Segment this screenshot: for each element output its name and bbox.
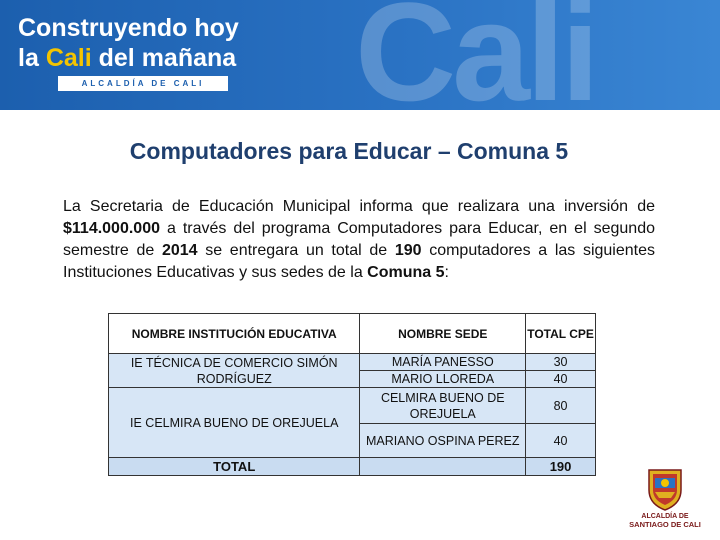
sede-cell: MARIO LLOREDA <box>360 371 526 388</box>
intro-paragraph <box>63 196 655 284</box>
total-empty-cell <box>360 458 526 476</box>
header-total: TOTAL CPE <box>526 314 596 354</box>
intro-text-4: computadores a las siguientes Instituciones Educativas y sus sedes de la <box>63 242 655 281</box>
banner-del-manana: del mañana <box>98 44 237 72</box>
banner-cali: Cali <box>45 44 92 72</box>
investment-amount: $114.000.000 <box>63 220 160 237</box>
alcaldia-seal <box>618 466 712 534</box>
coat-of-arms-icon <box>645 466 685 512</box>
table-row <box>109 354 596 371</box>
header-banner <box>0 0 720 110</box>
banner-slogan-line2 <box>18 46 236 71</box>
seal-label-line1: ALCALDÍA DE <box>641 513 689 520</box>
table-row <box>109 388 596 424</box>
sede-cell: MARIANO OSPINA PEREZ <box>360 424 526 458</box>
total-cell: 80 <box>526 388 596 424</box>
banner-la: la <box>18 44 39 72</box>
total-computers: 190 <box>394 242 422 259</box>
total-cell: 40 <box>526 371 596 388</box>
sede-cell: MARÍA PANESSO <box>360 354 526 371</box>
page-title: Computadores para Educar – Comuna 5 <box>129 138 569 164</box>
total-cell: 30 <box>526 354 596 371</box>
table-total-row <box>109 458 596 476</box>
intro-text-1: La Secretaria de Educación Municipal informa que realizara una inversión de <box>63 198 655 215</box>
comuna-name: Comuna 5 <box>367 264 445 281</box>
banner-alcaldia-label: ALCALDÍA DE CALI <box>58 76 228 91</box>
banner-watermark: Cali <box>355 0 596 110</box>
table-header-row <box>109 314 596 354</box>
intro-text-2: a través del programa Computadores para Educar, en el segundo semestre de <box>63 220 655 259</box>
institution-cell: IE TÉCNICA DE COMERCIO SIMÓN RODRÍGUEZ <box>109 354 360 388</box>
year: 2014 <box>161 242 198 259</box>
header-sede: NOMBRE SEDE <box>360 314 526 354</box>
institutions-table <box>108 313 596 476</box>
intro-text-3: se entregara un total de <box>197 242 395 259</box>
total-cell: 40 <box>526 424 596 458</box>
intro-text-5: : <box>444 264 449 281</box>
total-value-cell: 190 <box>526 458 596 476</box>
total-label-cell: TOTAL <box>109 458 360 476</box>
banner-slogan-line1: Construyendo hoy <box>18 14 239 42</box>
institution-cell: IE CELMIRA BUENO DE OREJUELA <box>109 388 360 458</box>
sede-cell: CELMIRA BUENO DE OREJUELA <box>360 388 526 424</box>
header-institution: NOMBRE INSTITUCIÓN EDUCATIVA <box>109 314 360 354</box>
seal-label-line2: SANTIAGO DE CALI <box>629 520 701 529</box>
